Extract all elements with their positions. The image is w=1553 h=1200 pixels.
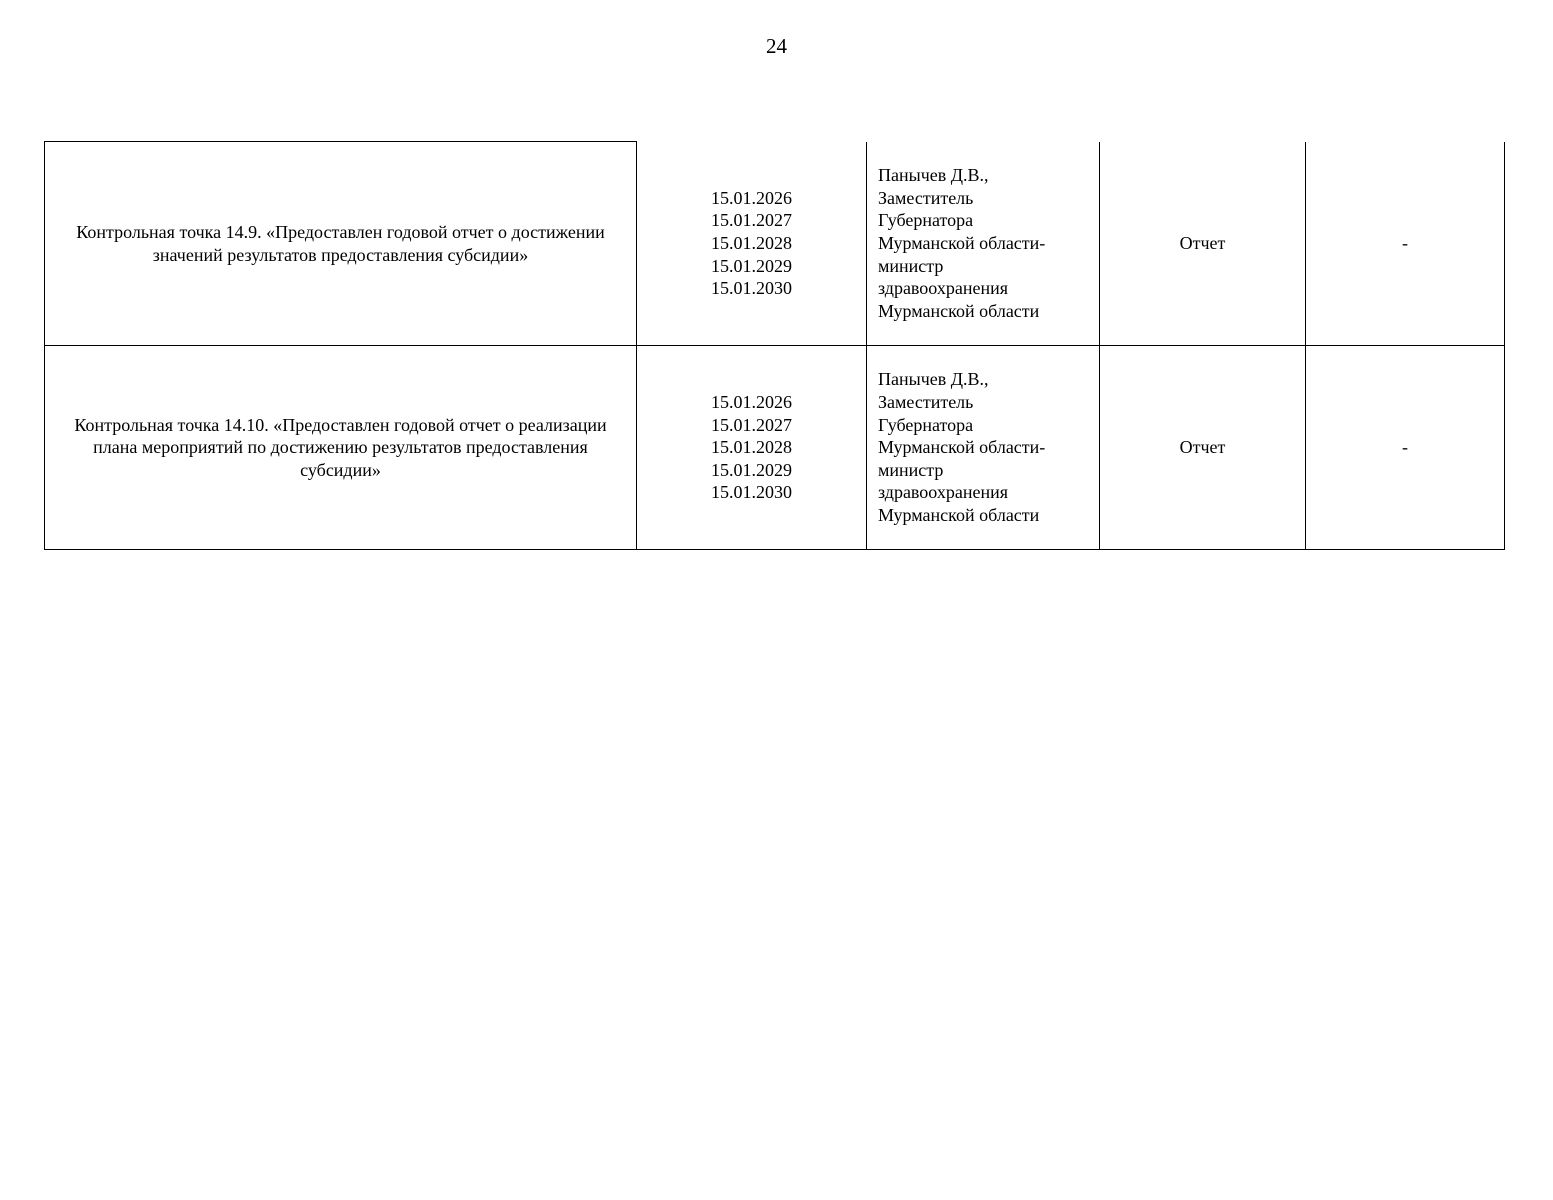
responsible-person-cell bbox=[867, 142, 1100, 346]
control-point-name: Контрольная точка 14.9. «Предоставлен годовой отчет о достижении значений результатов предоставления субсидии» bbox=[45, 142, 637, 346]
control-points-table bbox=[44, 141, 1505, 550]
document-type: Отчет bbox=[1100, 142, 1306, 346]
responsible-line: Мурманской области bbox=[878, 504, 1040, 525]
deadline-dates-cell bbox=[637, 142, 867, 346]
deadline-date: 15.01.2029 bbox=[711, 459, 792, 480]
responsible-line: здравоохранения bbox=[878, 482, 1009, 503]
responsible-line: министр bbox=[878, 255, 944, 276]
deadline-date: 15.01.2027 bbox=[711, 210, 792, 231]
responsible-line: здравоохранения bbox=[878, 278, 1009, 299]
document-type: Отчет bbox=[1100, 346, 1306, 550]
deadline-date: 15.01.2028 bbox=[711, 437, 792, 458]
note-cell: - bbox=[1306, 346, 1505, 550]
control-point-name: Контрольная точка 14.10. «Предоставлен годовой отчет о реализации плана мероприятий по достижению результатов предоставления субсидии» bbox=[45, 346, 637, 550]
responsible-line: Мурманской области- bbox=[878, 232, 1046, 253]
responsible-line: Панычев Д.В., bbox=[878, 369, 989, 390]
responsible-line: Мурманской области- bbox=[878, 437, 1046, 458]
note-cell: - bbox=[1306, 142, 1505, 346]
responsible-line: Губернатора bbox=[878, 210, 974, 231]
deadline-dates-cell bbox=[637, 346, 867, 550]
table-row bbox=[45, 346, 1505, 550]
responsible-line: Заместитель bbox=[878, 187, 974, 208]
page-number: 24 bbox=[766, 34, 787, 58]
deadline-date: 15.01.2026 bbox=[711, 392, 792, 413]
deadline-date: 15.01.2030 bbox=[711, 278, 792, 299]
deadline-date: 15.01.2030 bbox=[711, 482, 792, 503]
deadline-date: 15.01.2027 bbox=[711, 414, 792, 435]
table-row bbox=[45, 142, 1505, 346]
responsible-line: Мурманской области bbox=[878, 300, 1040, 321]
deadline-date: 15.01.2029 bbox=[711, 255, 792, 276]
deadline-date: 15.01.2026 bbox=[711, 187, 792, 208]
deadline-date: 15.01.2028 bbox=[711, 232, 792, 253]
responsible-line: министр bbox=[878, 459, 944, 480]
responsible-line: Панычев Д.В., bbox=[878, 165, 989, 186]
responsible-person-cell bbox=[867, 346, 1100, 550]
responsible-line: Заместитель bbox=[878, 392, 974, 413]
responsible-line: Губернатора bbox=[878, 414, 974, 435]
